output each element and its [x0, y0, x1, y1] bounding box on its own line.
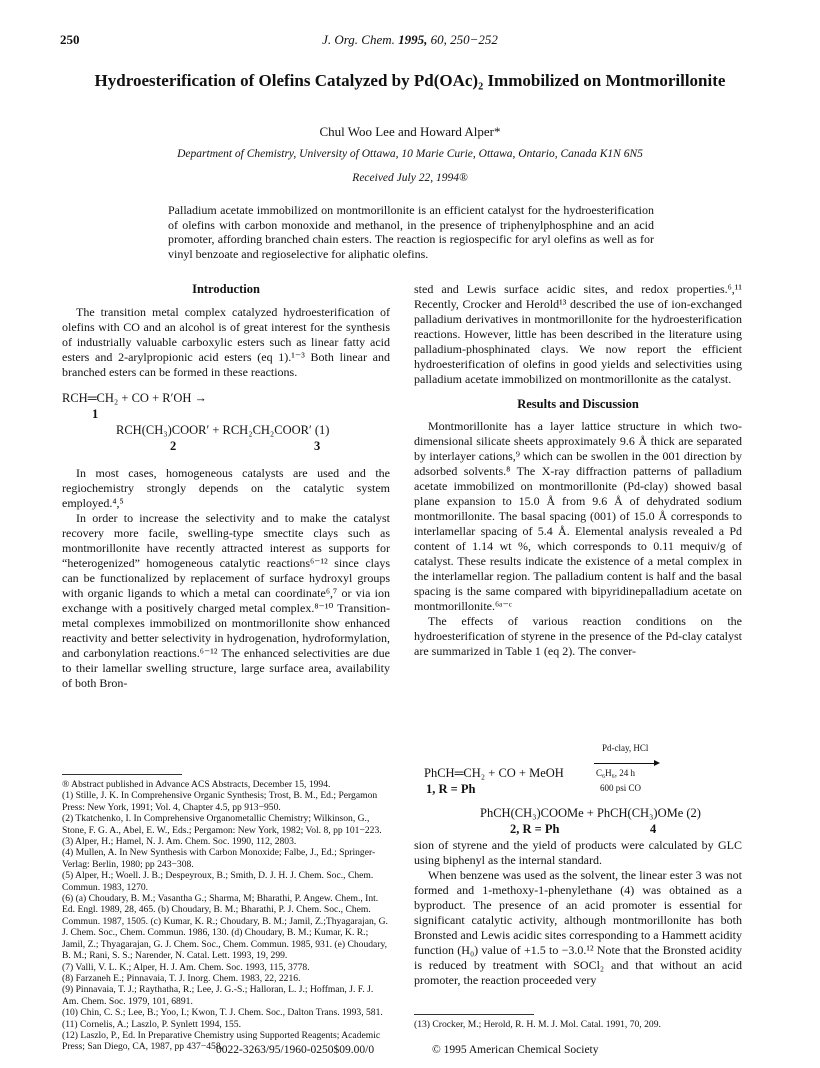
footnote-10: (10) Chin, C. S.; Lee, B.; Yoo, I.; Kwon, T. J. Chem. Soc., Dalton Trans. 1993, 581.: [62, 1007, 383, 1019]
footnote-12: (12) Laszlo, P., Ed. In Preparative Chemistry using Supported Reagents; Academic Press; San Diego, CA, 1987, pp 437−458.: [62, 1029, 381, 1053]
intro-paragraph-1: The transition metal complex catalyzed hydroesterification of olefins with CO and an alcohol is of great interest for the synthesis of industrially valuable carboxylic esters such as linear fatty acid esters and 2-arylpropionic acid esters (eq 1).¹⁻³ Both linear and branched esters can be formed in these reactions.: [62, 305, 390, 379]
authors: Chul Woo Lee and Howard Alper*: [319, 124, 501, 139]
right-column: [414, 282, 742, 659]
equation-2-label-1: 1, R = Ph: [426, 782, 476, 796]
reaction-arrow: [594, 763, 656, 764]
footnote-6: (6) (a) Choudary, B. M.; Vasantha G.; Sharma, M; Bharathi, P. Angew. Chem., Int. Ed. Engl. 1989, 28, 465. (b) Choudary, B. M.; Bharathi, P. J. Chem. Soc., Chem. Commun. 1987, 1505. (c) Kumar, K. R.; Choudary, B. M.; Jamil, Z.;Thyagarajan, G. J. Chem. Soc., Chem. Commun. 1986, 130. (d) Choudary, B. M.; Kumar, K. R.; Jamil, Z.; Thyagarajan, G. J. Chem. Soc., Chem. Commun. 1985, 931. (e) Choudary, B. M.; Rani, S. S.; Narender, N. Catal. Lett. 1993, 19, 299.: [62, 893, 388, 962]
article-title: Hydroesterification of Olefins Catalyzed by Pd(OAc)₂ Immobilized on Montmorillonite: [94, 71, 726, 90]
equation-1-label-2: 2: [170, 439, 177, 453]
equation-2-label-4: 4: [650, 822, 657, 836]
page-number: 250: [60, 32, 80, 47]
footnote-11: (11) Cornelis, A.; Laszlo, P. Synlett 1994, 155.: [62, 1018, 241, 1030]
equation-2-products: PhCH(CH₃)COOMe + PhCH(CH₃)OMe (2): [480, 806, 701, 820]
equation-2-reactants: PhCH═CH₂ + CO + MeOH: [424, 766, 564, 780]
footnote-5: (5) Alper, H.; Woell. J. B.; Despeyroux, B.; Smith, D. J. H. J. Chem. Soc., Chem. Commun. 1983, 1270.: [62, 870, 374, 893]
equation-1-label-1: 1: [92, 407, 99, 421]
footnote-9: (9) Pinnavaia, T. J.; Raythatha, R.; Lee, J. G.-S.; Halloran, L. J.; Hoffman, J. F. J. Am. Chem. Soc. 1979, 101, 6891.: [62, 984, 374, 1007]
intro-continuation: sted and Lewis surface acidic sites, and redox properties.⁶,¹¹ Recently, Crocker and Herold¹³ described the use of ion-exchanged palladium derivatives in montmorillonite for the hydroesterification reactions. However, little has been described in the literature using palladium-phosphinated clays. We now report the efficient hydroesterification of olefins in good yields and selectivities using palladium acetate immobilized on montmorillonite as the catalyst.: [414, 282, 742, 386]
footnote-3: (3) Alper, H.; Hamel, N. J. Am. Chem. Soc. 1990, 112, 2803.: [62, 836, 297, 848]
journal-header: [0, 32, 820, 48]
footnote-abstract: ® Abstract published in Advance ACS Abstracts, December 15, 1994.: [62, 779, 331, 790]
left-column: [62, 282, 390, 691]
equation-1-line-2: RCH(CH₃)COOR′ + RCH₂CH₂COOR′ (1): [116, 423, 330, 437]
equation-2-solvent: C₆H₆, 24 h: [596, 768, 636, 778]
affiliation: Department of Chemistry, University of Ottawa, 10 Marie Curie, Ottawa, Ontario, Canada K1N 6N5: [177, 148, 643, 160]
results-paragraph-2: The effects of various reaction conditions on the hydroesterification of styrene in the presence of the Pd-clay catalyst are summarized in Table 1 (eq 2). The conver-: [414, 614, 742, 658]
received-date: Received July 22, 1994®: [352, 172, 468, 184]
footnote-7: (7) Valli, V. L. K.; Alper, H. J. Am. Chem. Soc. 1993, 115, 3778.: [62, 961, 310, 973]
equation-2-label-2: 2, R = Ph: [510, 822, 560, 836]
equation-2-catalyst: Pd-clay, HCl: [602, 743, 649, 753]
intro-paragraph-3: In order to increase the selectivity and to make the catalyst recovery more facile, swelling-type smectite clays such as montmorillonite have recently attracted interest as supports for “heterogenized” homogeneous catalytic reactions⁶⁻¹² since clays can be functionalized by replacement of surface hydroxyl groups with organic ligands to which a metal can coordinate⁶,⁷ or via ion exchange with a positively charged metal complex.⁸⁻¹⁰ Transition-metal complexes immobilized on montmorillonite show enhanced reactivity and better selectivity in hydrogenation, hydroformylation, and carbonylation reactions.⁶⁻¹² The enhanced selectivities are due to their lamellar swelling structure, large surface area, availability of both Bron-: [62, 511, 390, 690]
footnote-8: (8) Farzaneh E.; Pinnavaia, T. J. Inorg. Chem. 1983, 22, 2216.: [62, 972, 301, 984]
results-paragraph-1: Montmorillonite has a layer lattice structure in which two-dimensional silicate sheets approximately 9.6 Å thick are separated by interlayer cations,⁹ which can be swollen in the 001 direction by adsorbed solvents.⁸ The X-ray diffraction patterns of palladium acetate immobilized on montmorillonite (Pd-clay) showed basal plane expansion to 15.0 Å from 9.6 Å of dehydrated sodium montmorillonite. The basal spacing (001) of 15.0 Å corresponds to interlamellar spacing of 5.4 Å. Elemental analysis revealed a Pd content of 1.14 wt %, which corresponds to 0.11 mequiv/g of catalyst. These results indicate the existence of a metal complex in the interlamellar region. The palladium content is half and the basal spacing is the same compared with bipyridinepalladium acetate on montmorillonite.⁶ᵃ⁻ᶜ: [414, 419, 742, 613]
abstract: Palladium acetate immobilized on montmorillonite is an efficient catalyst for the hydroesterification of olefins with carbon monoxide and methanol, in the presence of triphenylphosphine and an acid promoter, affording branched chain esters. The reaction is regiospecific for aryl olefins as well as for vinyl benzoate and regioselective for aliphatic olefins.: [168, 203, 654, 261]
journal-name: J. Org. Chem.: [322, 32, 395, 47]
footnote-1: (1) Stille, J. K. In Comprehensive Organic Synthesis; Trost, B. M., Ed.; Pergamon Press: New York, 1991; Vol. 4, Chapter 4.5, pp 913−950.: [62, 790, 378, 813]
journal-volume: 60,: [430, 32, 447, 47]
footnote-13: (13) Crocker, M.; Herold, R. H. M. J. Mol. Catal. 1991, 70, 209.: [414, 1019, 661, 1030]
equation-2-pressure: 600 psi CO: [600, 783, 642, 793]
equation-1: [62, 390, 390, 454]
footnote-rule-left: [62, 774, 182, 775]
footnote-rule-right: [414, 1014, 534, 1015]
right-column-continued: [414, 838, 742, 988]
copyright: © 1995 American Chemical Society: [432, 1044, 599, 1056]
results-heading: Results and Discussion: [517, 397, 639, 411]
journal-year: 1995,: [398, 32, 428, 47]
equation-1-line-1: RCH═CH₂ + CO + R′OH →: [62, 391, 207, 405]
equation-1-label-3: 3: [314, 439, 321, 453]
results-paragraph-3: sion of styrene and the yield of products were calculated by GLC using biphenyl as the internal standard.: [414, 838, 742, 867]
results-paragraph-4: When benzene was used as the solvent, the linear ester 3 was not formed and 1-methoxy-1-phenylethane (4) was obtained as a byproduct. The presence of an acid promoter is essential for significant catalytic activity, although montmorillonite has both Bronsted and Lewis acidic sites corresponding to a Hammett acidity function (H₀) value of +1.5 to −3.0.¹² Note that the Bronsted acidity is reduced by treatment with SOCl₂ and that without an acid promoter, the reaction proceeded very: [414, 868, 742, 987]
footnote-2: (2) Tkatchenko, I. In Comprehensive Organometallic Chemistry; Wilkinson, G., Stone, F. G. A., Abel, E. W., Eds.; Pergamon: New York, 1982; Vol. 8, pp 101−223.: [62, 813, 382, 836]
reaction-arrowhead: [654, 760, 660, 766]
introduction-heading: Introduction: [192, 282, 260, 296]
journal-pages: 250−252: [450, 32, 498, 47]
article-code: 0022-3263/95/1960-0250$09.00/0: [216, 1044, 375, 1056]
footnote-4: (4) Mullen, A. In New Synthesis with Carbon Monoxide; Falbe, J., Ed.; Springer-Verlag: Berlin, 1980; pp 243−308.: [62, 847, 376, 870]
footnotes-left: [62, 779, 390, 1053]
intro-paragraph-2: In most cases, homogeneous catalysts are used and the regiochemistry strongly depends on the catalytic system employed.⁴,⁵: [62, 466, 390, 510]
